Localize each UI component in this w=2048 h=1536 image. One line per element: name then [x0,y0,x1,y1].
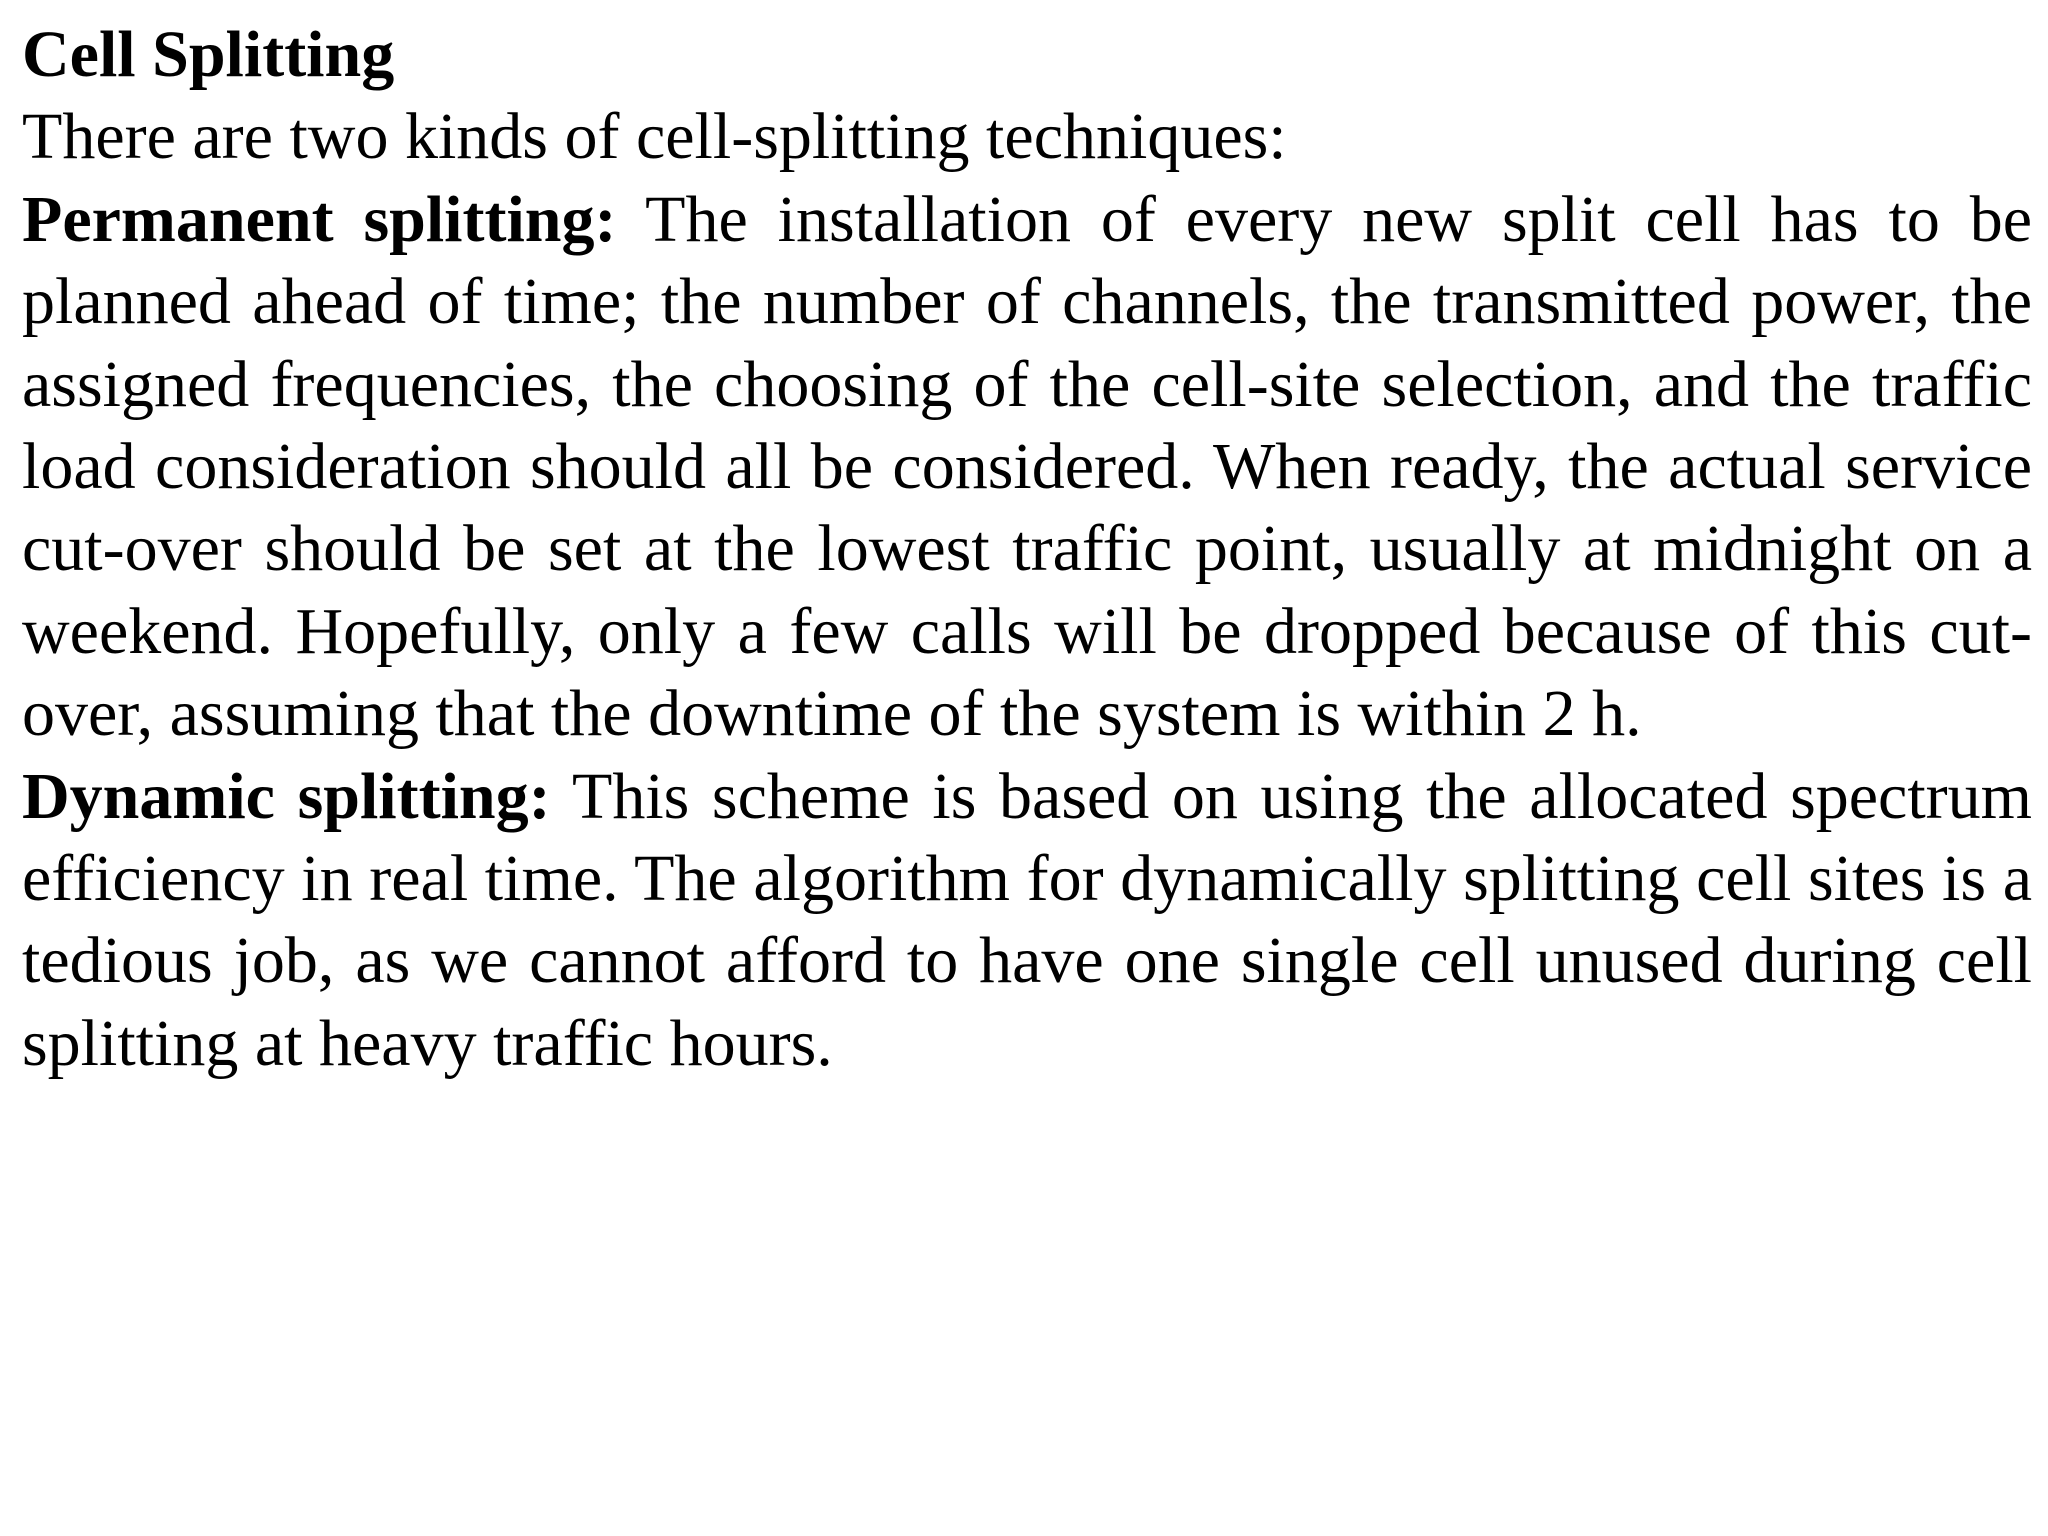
permanent-splitting-paragraph [22,179,2032,756]
document-page [22,14,2032,1085]
permanent-splitting-body: The installation of every new split cell has to be planned ahead of time; the number of channels, the transmitted power, the assigned frequencies, the choosing of the cell-site selection, and the traffic load consideration should all be considered. When ready, the actual service cut-over should be set at the lowest traffic point, usually at midnight on a weekend. Hopefully, only a few calls will be dropped because of this cut-over, assuming that the downtime of the system is within 2 h. [22,182,2032,751]
dynamic-splitting-body: This scheme is based on using the allocated spectrum efficiency in real time. The algorithm for dynamically splitting cell sites is a tedious job, as we cannot afford to have one single cell unused during cell splitting at heavy traffic hours. [22,759,2032,1080]
dynamic-splitting-term: Dynamic splitting: [22,759,551,833]
section-heading: Cell Splitting [22,18,395,91]
intro-text: There are two kinds of cell-splitting techniques: [22,100,1287,174]
permanent-splitting-term: Permanent splitting: [22,182,617,256]
dynamic-splitting-paragraph [22,756,2032,1086]
